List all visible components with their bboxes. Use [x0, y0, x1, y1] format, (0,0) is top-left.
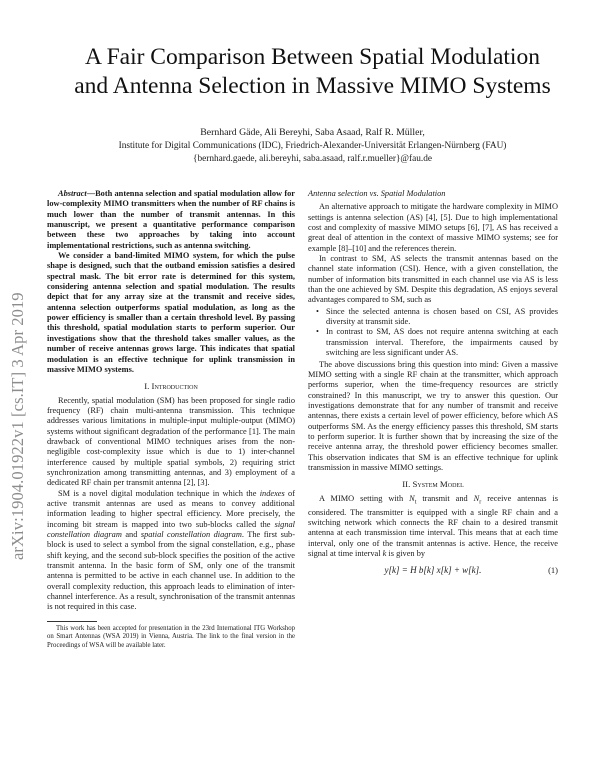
intro-p2-text-d: . The first sub-block is used to select a symbol from the signal constellation, e.g., phase shift keying, and the second sub-block specifies the position of the active transmit antenna. In the basic form of SM, only one of the transmit antenna is permitted to be active in each channel use. In addition to the overall complexity reduction, this approach leads to elimination of inter-channel interference. As a result, synchronisation of the transmit antennas is not required in this case.	[47, 530, 295, 612]
intro-p2-text-a: SM is a novel digital modulation technique in which the	[58, 488, 260, 498]
abstract-lead: Abstract	[58, 189, 87, 198]
intro-p2-text-c: and	[121, 530, 141, 539]
list-item: • In contrast to SM, AS does not require antenna switching at each transmission interval. Therefore, the impairments caused by switching are less significant under AS.	[326, 327, 558, 358]
author-emails: {bernhard.gaede, ali.bereyhi, saba.asaad, ralf.r.mueller}@fau.de	[193, 154, 432, 164]
title-line-1: A Fair Comparison Between Spatial Modulation	[85, 44, 540, 70]
title-line-2: and Antenna Selection in Massive MIMO Systems	[74, 73, 551, 99]
sm-text-d: is given by	[386, 549, 426, 558]
right-paragraph-1: An alternative approach to mitigate the hardware complexity in MIMO settings is antenna selection (AS) [4], [5]. Due to high implementational cost and complexity of massive MIMO setups [6], [7], AS has received a great deal of attention in the context of massive MIMO systems; see for example [8]–[10] and the references therein.	[308, 202, 558, 253]
sm-text-b: transmit and	[416, 493, 474, 503]
sm-text-c: receive antennas is considered. The transmitter is equipped with a single RF chain and a switching network which connects the RF chain to a desired transmit antenna at each transmission time interval. This means that at each time interval, only one of the transmit antennas is active. Hence, the receive signal at time interval	[308, 493, 558, 558]
section-heading-introduction: I. Introduction	[144, 381, 198, 392]
equation-1	[308, 565, 558, 579]
subsection-heading-as-vs-sm: Antenna selection vs. Spatial Modulation	[308, 189, 446, 198]
advantages-list	[308, 307, 558, 359]
arxiv-stamp[interactable]: arXiv:1904.01922v1 [cs.IT] 3 Apr 2019	[8, 292, 27, 560]
abstract-paragraph-2: We consider a band-limited MIMO system, for which the pulse shape is designed, such that the outband emission satisfies a desired spectral mask. The bit error rate is determined for this system, considering antenna selection and spatial modulation. The results depict that for any array size at the transmit and receive sides, antenna selection outperforms spatial modulation, as long as the power efficiency is smaller than a certain threshold level. By passing this threshold, spatial modulation starts to perform superior. Our investigations show that the threshold takes smaller values, as the number of receive antennas grows large. This indicates that spatial modulation is an effective technique for uplink transmission in massive MIMO systems.	[47, 251, 295, 374]
intro-paragraph-2	[47, 489, 295, 613]
paper-title	[40, 43, 585, 101]
intro-p2-text-b: of active transmit antennas are used as means to convey additional information leading to higher spectral efficiency. More precisely, the incoming bit stream is mapped into two sub-blocks called the	[47, 488, 296, 529]
footnote-rule	[47, 621, 97, 622]
intro-p2-em-indexes: indexes	[259, 488, 285, 498]
sm-nt-sub: t	[414, 499, 417, 506]
list-item: • Since the selected antenna is chosen based on CSI, AS provides diversity at transmit side.	[326, 307, 558, 328]
sm-text-a: A MIMO setting with	[319, 493, 410, 503]
sm-nt: N	[409, 493, 415, 503]
author-list: Bernhard Gäde, Ali Bereyhi, Saba Asaad, Ralf R. Müller,	[200, 127, 425, 138]
intro-p2-em-spatial-constellation: spatial constellation diagram	[140, 530, 242, 539]
right-column	[308, 189, 558, 579]
affiliation: Institute for Digital Communications (IDC), Friedrich-Alexander-Universität Erlangen-Nürnberg (FAU)	[118, 141, 507, 151]
sm-k: k	[382, 549, 387, 558]
footnote: This work has been accepted for presentation in the 23rd International ITG Workshop on Smart Antennas (WSA 2019) in Vienna, Austria. The link to the final version in the Proceedings of WSA will be available later.	[47, 624, 295, 649]
right-paragraph-2: In contrast to SM, AS selects the transmit antennas based on the channel state information (CSI). Hence, with a given constellation, the number of information bits transmitted in each channel use via AS is less than the one achieved by SM. Despite this degradation, AS enjoys several advantages compared to SM, such as	[308, 254, 558, 305]
equation-number: (1)	[548, 565, 558, 576]
abstract-paragraph-1	[47, 189, 295, 251]
sm-nr-sub: r	[479, 499, 482, 506]
system-model-paragraph	[308, 494, 558, 560]
equation-body: y[k] = H b[k] x[k] + w[k].	[384, 565, 482, 576]
section-heading-system-model: II. System Model	[402, 479, 464, 490]
sm-nr: N	[473, 493, 480, 503]
intro-paragraph-1: Recently, spatial modulation (SM) has been proposed for single radio frequency (RF) chain multi-antenna transmission. This technique addresses various limitations in multiple-input multiple-output (MIMO) systems without significant degradation of the performance [1]. The main drawback of conventional MIMO techniques arises from the non-negligible cost-complexity issue which is due to 1) inter-channel interference caused by multiple spatial symbols, 2) requiring strict synchronization among transmitting antennas, and 3) employment of a dedicated RF chain per transmit antenna [2], [3].	[47, 395, 295, 488]
left-column	[47, 189, 295, 651]
abstract-text-1: —Both antenna selection and spatial modulation allow for low-complexity MIMO transmitters when the number of RF chains is much lower than the number of transmit antennas. In this manuscript, we present a quantitative performance comparison between these two approaches by taking into account implementational restrictions, such as antenna switching.	[47, 189, 295, 250]
intro-p2-em-signal-constellation: signal constellation diagram	[47, 519, 295, 539]
right-paragraph-3: The above discussions bring this question into mind: Given a massive MIMO setting with a single RF chain at the transmitter, which approach performs superior, when the time-frequency resources are strictly constrained? In this manuscript, we try to answer this question. Our investigations demonstrate that for any number of transmit and receive antennas, there exists a certain level of power efficiency, before which AS outperforms SM. As the energy efficiency passes this threshold, SM starts to perform superior. It is further shown that by increasing the size of the receive antenna array, the threshold power efficiency becomes smaller. This observation indicates that SM is an effective technique for uplink transmission in massive MIMO settings.	[308, 359, 558, 472]
